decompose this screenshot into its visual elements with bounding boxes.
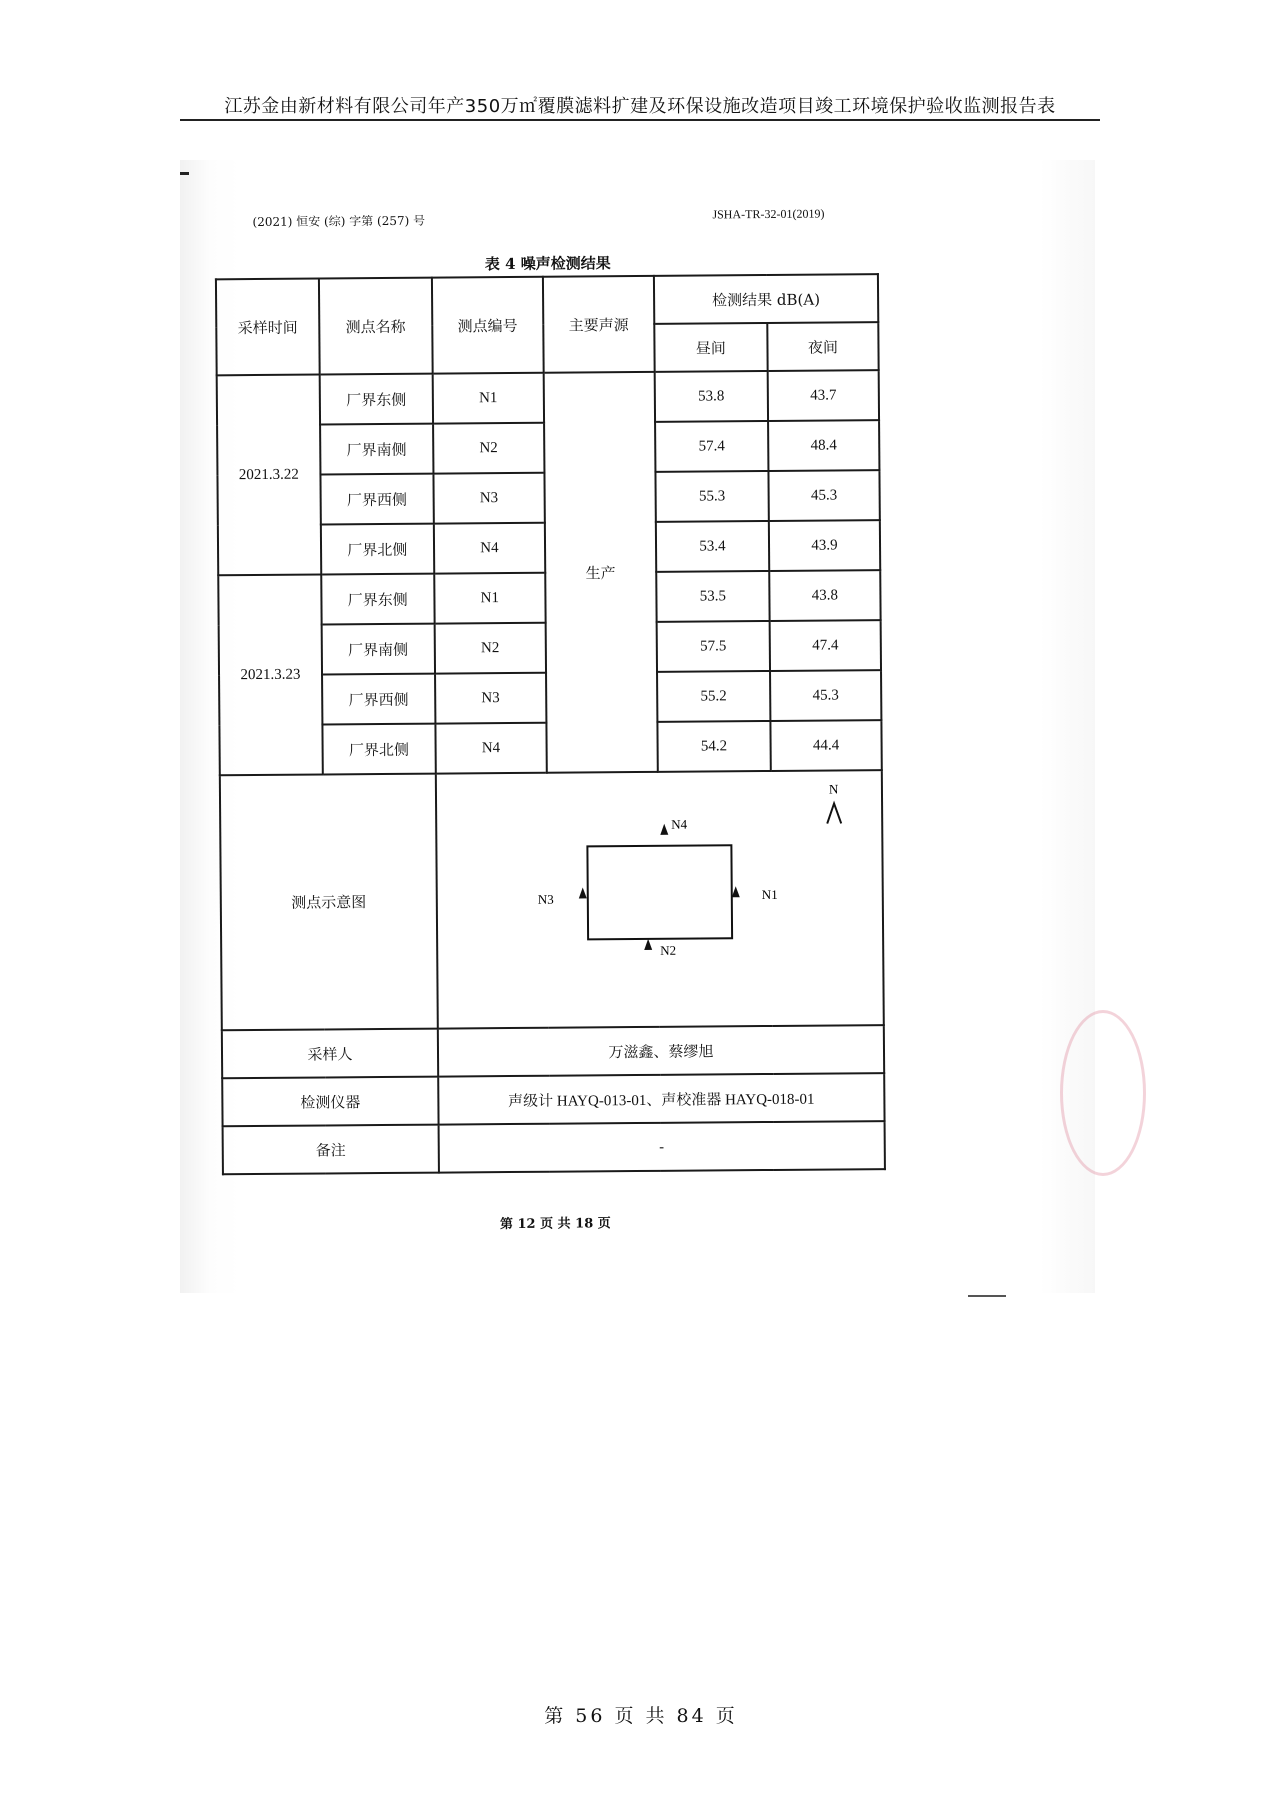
header-day: 昼间 [654, 323, 767, 372]
day-value-cell: 57.4 [655, 421, 768, 472]
night-value-cell: 47.4 [770, 620, 881, 671]
main-source-cell: 生产 [544, 372, 658, 773]
instrument-value: 声级计 HAYQ-013-01、声校准器 HAYQ-018-01 [438, 1073, 885, 1125]
report-reference-number: (2021) 恒安 (综) 字第 (257) 号 [252, 213, 426, 230]
point-name-cell: 厂界东侧 [321, 574, 434, 625]
table-title: 表 4 噪声检测结果 [484, 254, 611, 274]
table-row [217, 370, 879, 425]
day-value-cell: 54.2 [657, 721, 770, 772]
point-name-cell: 厂界西侧 [320, 474, 433, 525]
day-value-cell: 55.3 [655, 471, 768, 522]
red-seal-stamp [1060, 1010, 1146, 1176]
night-value-cell: 48.4 [768, 420, 879, 471]
day-value-cell: 53.8 [655, 371, 768, 422]
point-name-cell: 厂界南侧 [321, 624, 434, 675]
page-footer: 第 56 页 共 84 页 [544, 1705, 738, 1727]
scan-corner-mark [180, 172, 189, 175]
point-label-n4: N4 [671, 816, 688, 832]
point-label-n2: N2 [659, 942, 677, 958]
point-label-n1: N1 [761, 886, 778, 903]
triangle-marker-n3 [579, 887, 587, 898]
sampler-label: 采样人 [222, 1029, 438, 1079]
point-id-cell: N2 [434, 623, 545, 674]
header-sampling-time: 采样时间 [216, 279, 320, 376]
night-value-cell: 43.7 [768, 370, 879, 421]
point-id-cell: N1 [433, 373, 544, 424]
night-value-cell: 45.3 [768, 470, 879, 521]
day-value-cell: 57.5 [657, 621, 770, 672]
point-name-cell: 厂界西侧 [322, 674, 435, 725]
point-id-cell: N3 [435, 673, 546, 724]
form-code: JSHA-TR-32-01(2019) [712, 206, 825, 222]
triangle-marker-n4 [660, 824, 668, 835]
day-value-cell: 53.5 [656, 571, 769, 622]
plant-boundary [587, 845, 732, 939]
night-value-cell: 43.8 [769, 570, 880, 621]
point-id-cell: N3 [433, 473, 544, 524]
scanned-report-page [180, 160, 1095, 1293]
north-label: N [828, 781, 839, 797]
point-label-n3: N3 [537, 891, 554, 907]
triangle-marker-n2 [644, 939, 652, 950]
header-rule [180, 119, 1100, 121]
scan-content [212, 157, 1071, 1297]
night-value-cell: 43.9 [769, 520, 880, 571]
instrument-label: 检测仪器 [222, 1077, 438, 1127]
sampler-value: 万滋鑫、蔡缪旭 [438, 1025, 885, 1077]
date-cell: 2021.3.23 [218, 574, 322, 775]
point-id-cell: N2 [433, 423, 544, 474]
measurement-point-diagram [437, 771, 877, 1027]
night-value-cell: 44.4 [770, 720, 881, 771]
page-header-title: 江苏金由新材料有限公司年产350万㎡覆膜滤料扩建及环保设施改造项目竣工环境保护验收监测报告表 [224, 96, 1056, 117]
point-id-cell: N4 [435, 723, 546, 774]
point-name-cell: 厂界东侧 [319, 374, 432, 425]
header-night: 夜间 [767, 322, 878, 371]
header-point-name: 测点名称 [319, 278, 433, 375]
north-arrow-icon [827, 803, 841, 823]
date-cell: 2021.3.22 [217, 375, 321, 576]
point-name-cell: 厂界北侧 [322, 724, 435, 775]
header-point-id: 测点编号 [432, 277, 544, 374]
night-value-cell: 45.3 [770, 670, 881, 721]
header-result: 检测结果 dB(A) [654, 274, 878, 324]
diagram-cell [436, 770, 884, 1028]
day-value-cell: 55.2 [657, 671, 770, 722]
point-id-cell: N1 [434, 573, 545, 624]
inner-page-number: 第 12 页 共 18 页 [499, 1216, 611, 1233]
diagram-label-cell: 测点示意图 [220, 774, 438, 1031]
point-id-cell: N4 [434, 523, 545, 574]
point-name-cell: 厂界北侧 [321, 524, 434, 575]
scan-edge-mark [968, 1295, 1006, 1297]
header-main-source: 主要声源 [543, 276, 655, 373]
noise-results-table [215, 273, 886, 1175]
remarks-value: - [438, 1121, 885, 1173]
triangle-marker-n1 [732, 886, 740, 897]
point-name-cell: 厂界南侧 [320, 424, 433, 475]
remarks-label: 备注 [223, 1125, 439, 1175]
day-value-cell: 53.4 [656, 521, 769, 572]
